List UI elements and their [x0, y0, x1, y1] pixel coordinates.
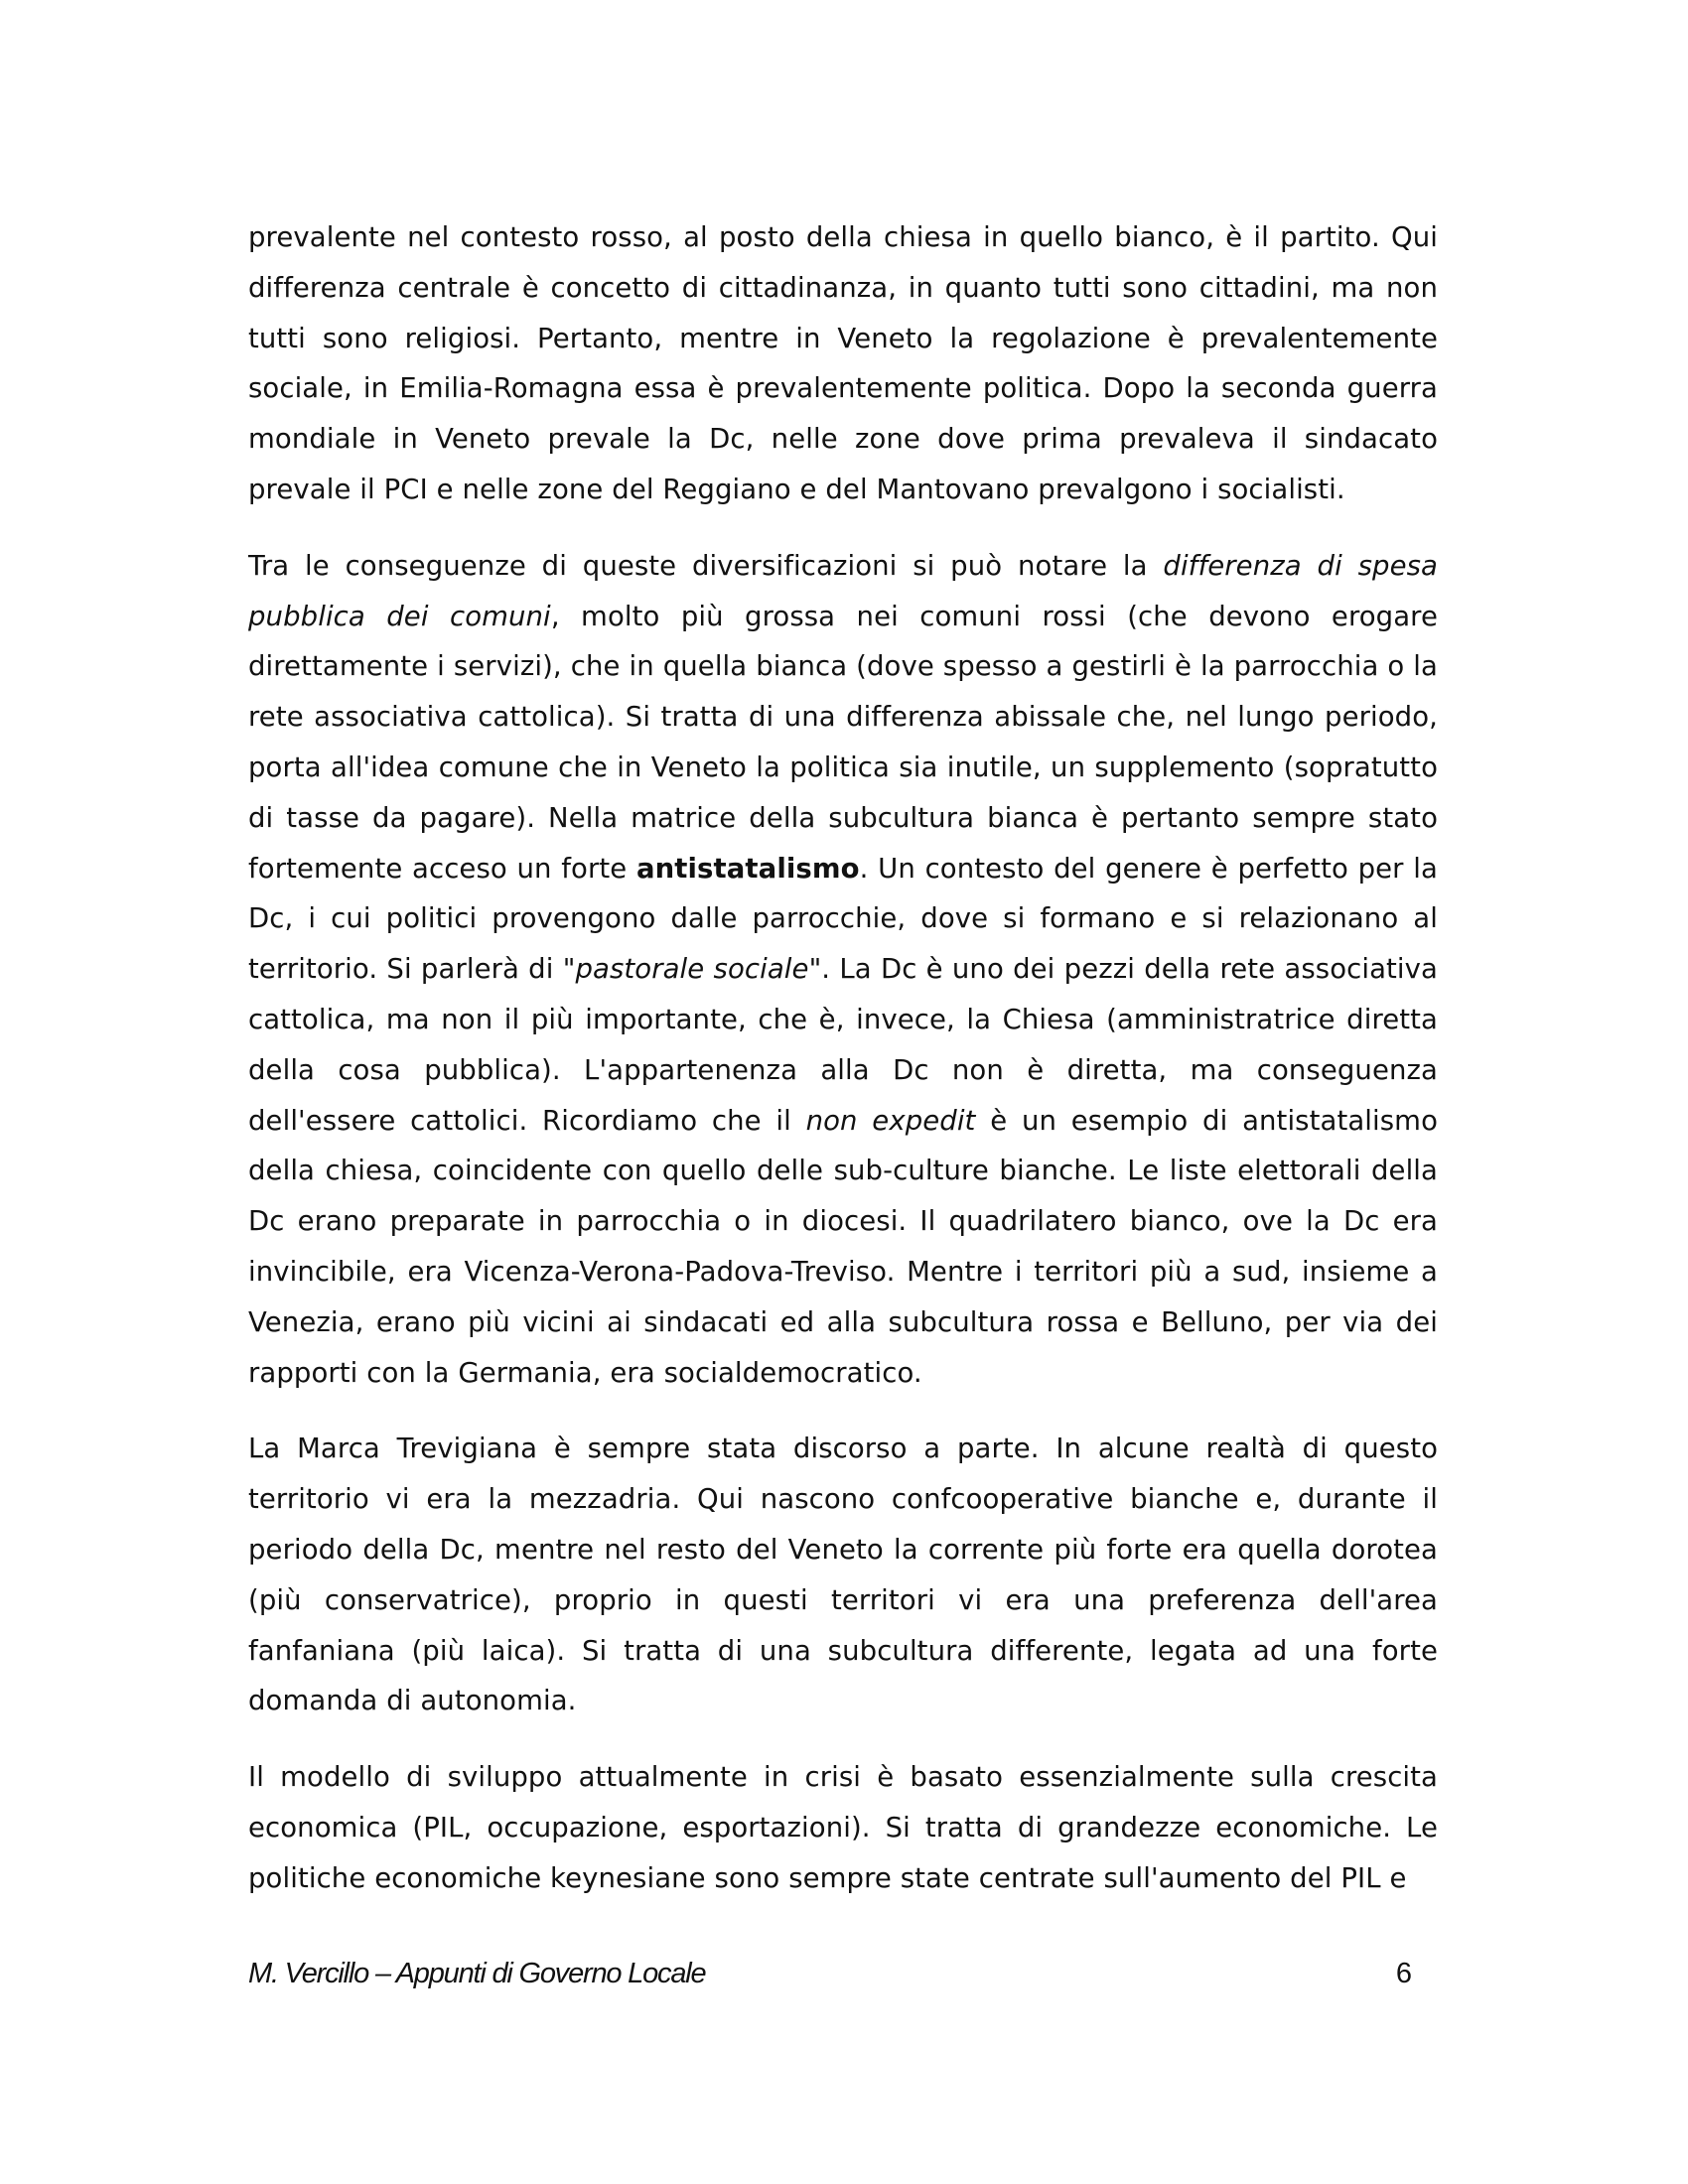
document-body: [248, 212, 1438, 1930]
page-number: 6: [1395, 1958, 1412, 1989]
paragraph: [248, 1752, 1438, 1903]
italic-text: pastorale sociale: [575, 953, 809, 986]
paragraph: [248, 212, 1438, 515]
italic-text: non expedit: [805, 1104, 976, 1137]
text-run: . Un contesto del genere è perfetto per la Dc, i cui politici provengono dalle parrocchie, dove si formano e si relazionano al territorio. Si parlerà di ": [248, 852, 1438, 986]
text-run: ". La Dc è uno dei pezzi della rete associativa cattolica, ma non il più importante, che è, invece, la Chiesa (amministratrice diretta della cosa pubblica). L'appartenenza alla Dc non è diretta, ma conseguenza dell'essere cattolici. Ricordiamo che il: [248, 953, 1438, 1137]
italic-text: differenza di spesa pubblica dei comuni: [248, 549, 1438, 632]
text-run: prevalente nel contesto rosso, al posto della chiesa in quello bianco, è il partito. Qui differenza centrale è concetto di cittadinanza, in quanto tutti sono cittadini, ma non tutti sono religiosi. Pertanto, mentre in Veneto la regolazione è prevalentemente sociale, in Emilia-Romagna essa è prevalentemente politica. Dopo la seconda guerra mondiale in Veneto prevale la Dc, nelle zone dove prima prevaleva il sindacato prevale il PCI e nelle zone del Reggiano e del Mantovano prevalgono i socialisti.: [248, 221, 1438, 505]
text-run: La Marca Trevigiana è sempre stata discorso a parte. In alcune realtà di questo territorio vi era la mezzadria. Qui nascono confcooperative bianche e, durante il periodo della Dc, mentre nel resto del Veneto la corrente più forte era quella dorotea (più conservatrice), proprio in questi territori vi era una preferenza dell'area fanfaniana (più laica). Si tratta di una subcultura differente, legata ad una forte domanda di autonomia.: [248, 1433, 1438, 1717]
text-run: Il modello di sviluppo attualmente in crisi è basato essenzialmente sulla crescita economica (PIL, occupazione, esportazioni). Si tratta di grandezze economiche. Le politiche economiche keynesiane sono sempre state centrate sull'aumento del PIL e: [248, 1761, 1438, 1894]
text-run: è un esempio di antistatalismo della chiesa, coincidente con quello delle sub-culture bianche. Le liste elettorali della Dc erano preparate in parrocchia o in diocesi. Il quadrilatero bianco, ove la Dc era invincibile, era Vicenza-Verona-Padova-Treviso. Mentre i territori più a sud, insieme a Venezia, erano più vicini ai sindacati ed alla subcultura rossa e Belluno, per via dei rapporti con la Germania, era socialdemocratico.: [248, 1104, 1438, 1389]
bold-text: antistatalismo: [635, 852, 860, 885]
footer-title: M. Vercillo – Appunti di Governo Locale: [248, 1958, 706, 1989]
text-run: , molto più grossa nei comuni rossi (che devono erogare direttamente i servizi), che in quella bianca (dove spesso a gestirli è la parrocchia o la rete associativa cattolica). Si tratta di una differenza abissale che, nel lungo periodo, porta all'idea comune che in Veneto la politica sia inutile, un supplemento (sopratutto di tasse da pagare). Nella matrice della subcultura bianca è pertanto sempre stato fortemente acceso un forte: [248, 600, 1438, 885]
text-run: Tra le conseguenze di queste diversificazioni si può notare la: [248, 549, 1164, 582]
paragraph: [248, 1424, 1438, 1726]
paragraph: [248, 541, 1438, 1399]
page-footer: [248, 1958, 1438, 1997]
